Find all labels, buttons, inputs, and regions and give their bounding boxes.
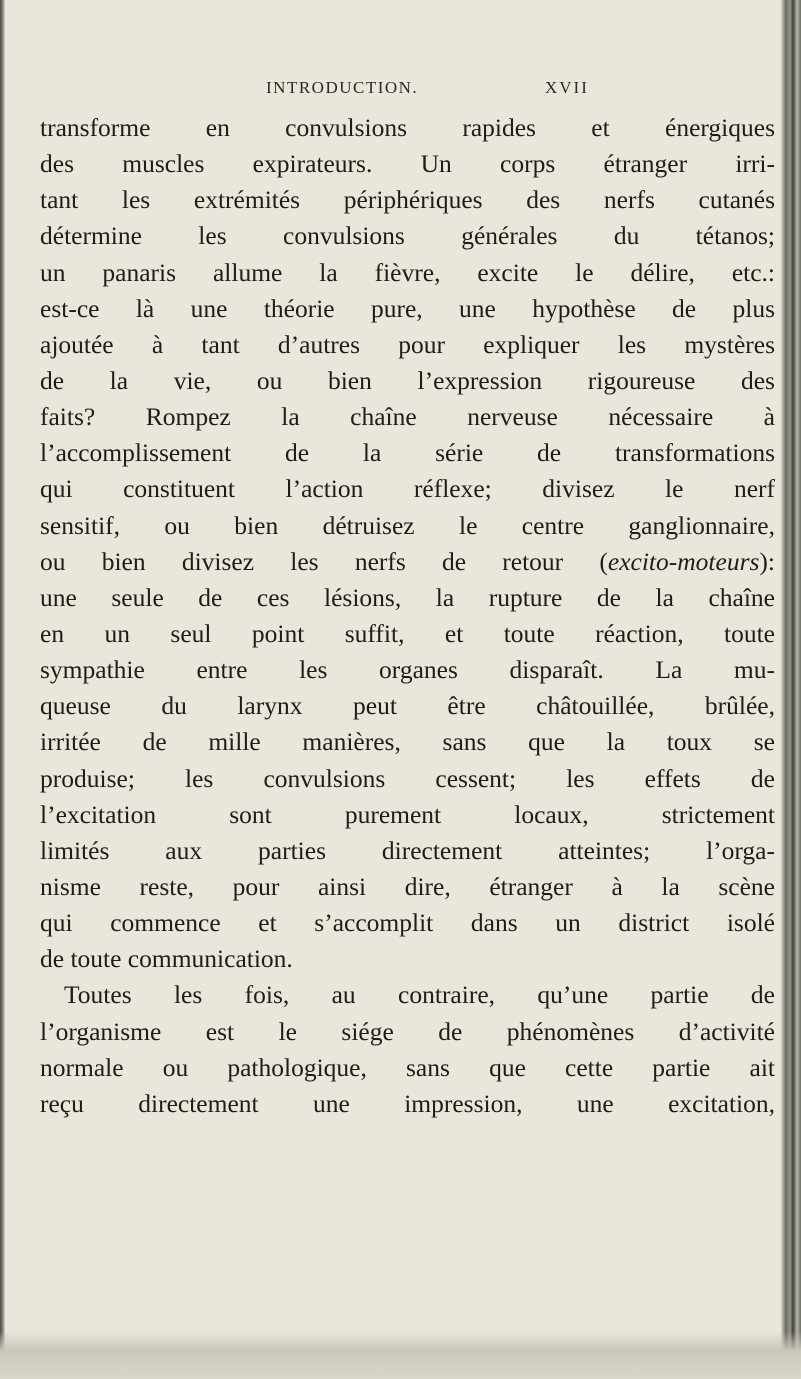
running-title: INTRODUCTION. — [266, 78, 419, 97]
page-number: XVII — [545, 78, 589, 97]
text-line: de la vie, ou bien l’expression rigoureuse des — [40, 365, 775, 395]
text-line: ajoutée à tant d’autres pour expliquer les mystères — [40, 329, 775, 359]
text-line: produise; les convulsions cessent; les effets de — [40, 763, 775, 793]
text-line: ou bien divisez les nerfs de retour (excito-moteurs): — [40, 546, 775, 576]
text-line: l’accomplissement de la série de transformations — [40, 438, 775, 468]
paragraph-end-line: de toute communication. — [40, 944, 293, 974]
text-line: l’excitation sont purement locaux, strictement — [40, 799, 775, 829]
page-bottom-shadow — [0, 1331, 801, 1379]
text-line: un panaris allume la fièvre, excite le délire, etc.: — [40, 257, 775, 287]
text-line: une seule de ces lésions, la rupture de la chaîne — [40, 582, 775, 612]
page-header — [40, 78, 775, 100]
text-line: l’organisme est le siége de phénomènes d’activité — [40, 1016, 775, 1046]
page-edge-right — [781, 0, 801, 1379]
text-line: qui constituent l’action réflexe; divisez le nerf — [40, 474, 775, 504]
text-line: normale ou pathologique, sans que cette partie ait — [40, 1052, 775, 1082]
text-line: tant les extrémités périphériques des nerfs cutanés — [40, 185, 775, 215]
text-line: en un seul point suffit, et toute réaction, toute — [40, 618, 775, 648]
text-line: est-ce là une théorie pure, une hypothèse de plus — [40, 293, 775, 323]
text-line: sensitif, ou bien détruisez le centre ganglionnaire, — [40, 510, 775, 540]
text-line: limités aux parties directement atteintes; l’orga- — [40, 835, 775, 865]
text-line: détermine les convulsions générales du tétanos; — [40, 221, 775, 251]
text-line: sympathie entre les organes disparaît. La mu- — [40, 655, 775, 685]
text-line: qui commence et s’accomplit dans un district isolé — [40, 908, 775, 938]
page-edge-left — [0, 0, 5, 1379]
text-line: des muscles expirateurs. Un corps étranger irri- — [40, 149, 775, 179]
text-line: nisme reste, pour ainsi dire, étranger à la scène — [40, 871, 775, 901]
paragraph-start-line: Toutes les fois, au contraire, qu’une partie de — [64, 980, 775, 1010]
body-text — [40, 110, 775, 1122]
italic-term: excito-moteurs — [607, 546, 760, 576]
text-line: irritée de mille manières, sans que la toux se — [40, 727, 775, 757]
text-line: reçu directement une impression, une excitation, — [40, 1088, 775, 1118]
text-line: faits? Rompez la chaîne nerveuse nécessaire à — [40, 402, 775, 432]
text-line: queuse du larynx peut être châtouillée, brûlée, — [40, 691, 775, 721]
text-line: transforme en convulsions rapides et énergiques — [40, 113, 775, 142]
